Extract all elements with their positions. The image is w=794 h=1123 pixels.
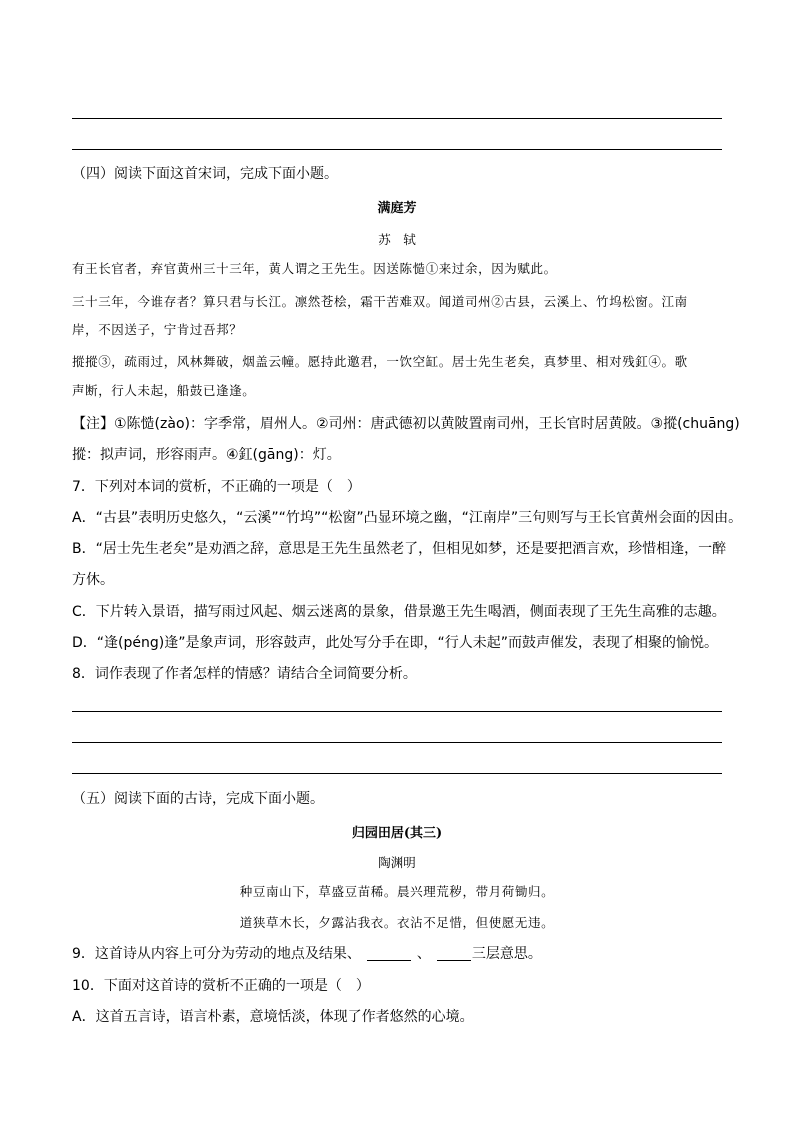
poem-line: 声断，行人未起，船鼓已逢逢。: [72, 383, 256, 398]
answer-line: [72, 711, 722, 712]
section-heading: （四）阅读下面这首宋词，完成下面小题。: [72, 166, 338, 182]
poem-line: 三十三年，今谁存者？算只君与长江。凛然苍桧，霜干苦难双。闻道司州②古县，云溪上、竹坞松窗。江南: [72, 294, 688, 309]
option-a: A．这首五言诗，语言朴素，意境恬淡，体现了作者悠然的心境。: [72, 1009, 474, 1025]
blank-2[interactable]: [437, 946, 471, 961]
blank-1[interactable]: [367, 946, 411, 961]
answer-line: [72, 773, 722, 774]
option-a: A．“古县”表明历史悠久，“云溪”“竹坞”“松窗”凸显环境之幽，“江南岸”三句则写与王长官黄州会面的因由。: [72, 510, 743, 526]
question-stem: 8．词作表现了作者怎样的情感？请结合全词简要分析。: [72, 666, 417, 682]
blank-separator: 、: [416, 946, 431, 962]
option-b: B．“居士先生老矣”是劝酒之辞，意思是王先生虽然老了，但相见如梦，还是要把酒言欢，珍惜相逢，一醉: [72, 541, 727, 557]
annotation: 【注】①陈慥(zào)：字季常，眉州人。②司州：唐武德初以黄陂置南司州，王长官时居黄陂。③摐(chuāng): [72, 416, 740, 432]
question-fill-blank: [72, 944, 542, 964]
answer-line: [72, 118, 722, 119]
option-b-continued: 方休。: [72, 572, 114, 588]
poem-author: 苏 轼: [378, 232, 416, 247]
poem-author: 陶渊明: [378, 855, 416, 870]
question-text: 9．这首诗从内容上可分为劳动的地点及结果、: [72, 946, 361, 962]
answer-line: [72, 742, 722, 743]
question-stem: 10．下面对这首诗的赏析不正确的一项是（ ）: [72, 978, 370, 994]
option-d: D．“逢(péng)逢”是象声词，形容鼓声，此处写分手在即，“行人未起”而鼓声催发，表现了相聚的愉悦。: [72, 635, 718, 651]
option-c: C．下片转入景语，描写雨过风起、烟云迷离的景象，借景邀王先生喝酒，侧面表现了王先生高雅的志趣。: [72, 604, 726, 620]
poem-line: 岸，不因送子，宁肯过吾邦？: [72, 322, 243, 337]
section-heading: （五）阅读下面的古诗，完成下面小题。: [72, 791, 324, 807]
poem-line: 摐摐③，疏雨过，风林舞破，烟盖云幢。愿持此邀君，一饮空缸。居士先生老矣，真梦里、相对残釭④。歌: [72, 354, 688, 369]
question-stem: 7．下列对本词的赏析，不正确的一项是（ ）: [72, 479, 361, 495]
answer-line: [72, 149, 722, 150]
poem-title: 归园田居(其三): [351, 826, 443, 841]
question-text: 三层意思。: [471, 946, 542, 962]
poem-line: 道狭草木长，夕露沾我衣。衣沾不足惜，但使愿无违。: [239, 915, 555, 930]
poem-line: 种豆南山下，草盛豆苗稀。晨兴理荒秽，带月荷锄归。: [239, 884, 555, 899]
annotation: 摐：拟声词，形容雨声。④釭(gāng)：灯。: [72, 447, 341, 463]
poem-title: 满庭芳: [377, 201, 417, 216]
poem-preface: 有王长官者，弃官黄州三十三年，黄人谓之王先生。因送陈慥①来过余，因为赋此。: [72, 261, 557, 276]
